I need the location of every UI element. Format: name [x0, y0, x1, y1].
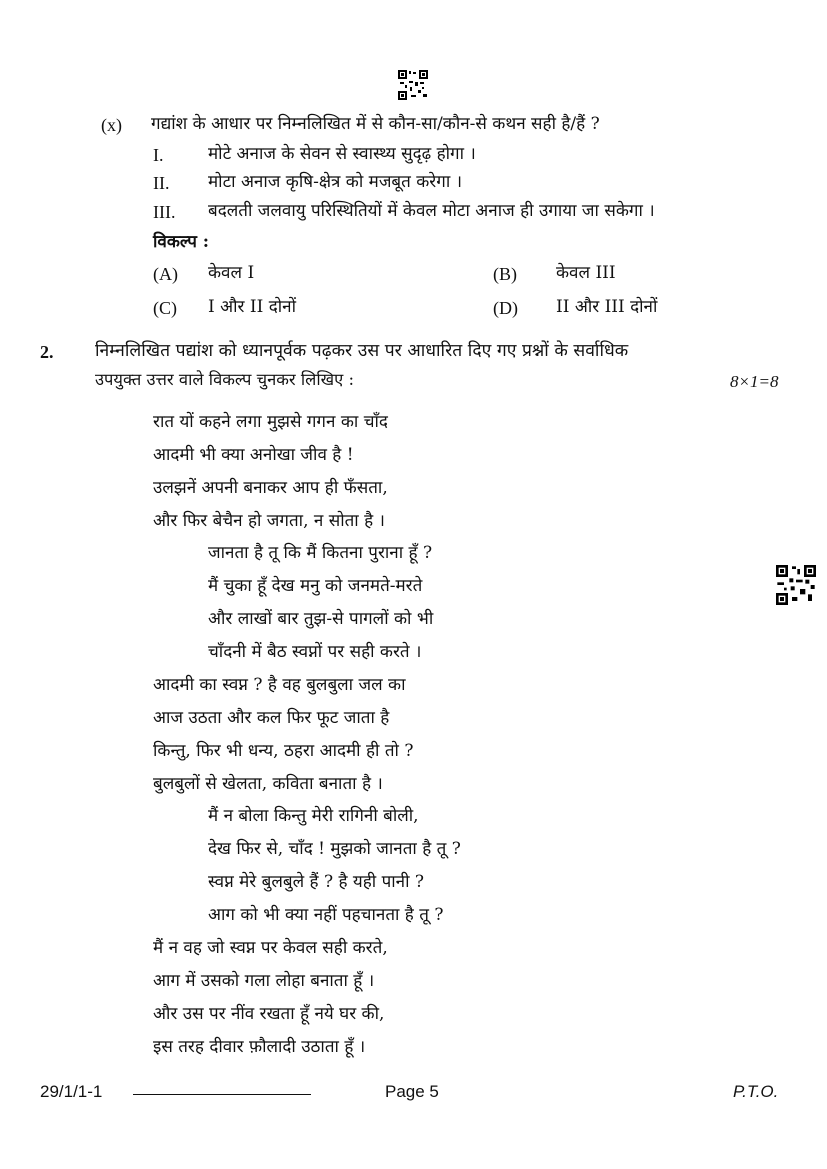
poem-line: आग को भी क्या नहीं पहचानता है तू ?: [208, 905, 444, 925]
option-key: (C): [153, 298, 177, 318]
poem-line: जानता है तू कि मैं कितना पुराना हूँ ?: [208, 543, 433, 563]
poem-line: और फिर बेचैन हो जगता, न सोता है ।: [153, 511, 385, 531]
option-key: (B): [493, 264, 517, 284]
question-number: (x): [101, 115, 122, 135]
poem-line: स्वप्न मेरे बुलबुले हैं ? है यही पानी ?: [208, 872, 425, 892]
poem-line: रात यों कहने लगा मुझसे गगन का चाँद: [153, 412, 388, 432]
statement-number: III.: [153, 202, 176, 222]
poem-line: देख फिर से, चाँद ! मुझको जानता है तू ?: [208, 839, 461, 859]
statement-number: II.: [153, 173, 170, 193]
question-number: 2.: [40, 342, 54, 362]
options-label: विकल्प :: [153, 232, 210, 252]
paper-code: 29/1/1-1: [40, 1082, 103, 1101]
poem-line: आदमी भी क्या अनोखा जीव है !: [153, 445, 354, 465]
poem-line: मैं न वह जो स्वप्न पर केवल सही करते,: [153, 938, 388, 958]
poem-line: उलझनें अपनी बनाकर आप ही फँसता,: [153, 478, 388, 498]
poem-line: आदमी का स्वप्न ? है वह बुलबुला जल का: [153, 675, 406, 695]
page-number: Page 5: [385, 1082, 439, 1101]
pto-label: P.T.O.: [733, 1082, 779, 1101]
poem-line: चाँदनी में बैठ स्वप्नों पर सही करते ।: [208, 642, 422, 662]
option-key: (A): [153, 264, 178, 284]
option-text: केवल I: [208, 263, 255, 283]
poem-line: मैं न बोला किन्तु मेरी रागिनी बोली,: [208, 806, 419, 826]
statement-text: मोटे अनाज के सेवन से स्वास्थ्य सुदृढ़ होगा ।: [208, 144, 476, 164]
top-qr-code: [398, 70, 428, 100]
option-text: II और III दोनों: [556, 297, 658, 317]
footer-divider: [133, 1094, 311, 1095]
question-instruction-line-2: उपयुक्त उत्तर वाले विकल्प चुनकर लिखिए :: [95, 370, 355, 389]
poem-line: मैं चुका हूँ देख मनु को जनमते-मरते: [208, 576, 423, 596]
statement-text: मोटा अनाज कृषि-क्षेत्र को मजबूत करेगा ।: [208, 172, 463, 192]
poem-line: आज उठता और कल फिर फूट जाता है: [153, 708, 390, 728]
option-text: केवल III: [556, 263, 616, 283]
poem-line: इस तरह दीवार फ़ौलादी उठाता हूँ ।: [153, 1037, 366, 1057]
poem-line: और उस पर नींव रखता हूँ नये घर की,: [153, 1004, 385, 1024]
question-stem: गद्यांश के आधार पर निम्नलिखित में से कौन-सा/कौन-से कथन सही है/हैं ?: [151, 114, 600, 134]
side-qr-code: [776, 565, 816, 605]
marks: 8×1=8: [730, 372, 779, 391]
question-instruction-line-1: निम्नलिखित पद्यांश को ध्यानपूर्वक पढ़कर उस पर आधारित दिए गए प्रश्नों के सर्वाधिक: [95, 341, 629, 361]
statement-number: I.: [153, 145, 164, 165]
poem-line: आग में उसको गला लोहा बनाता हूँ ।: [153, 971, 375, 991]
poem-line: किन्तु, फिर भी धन्य, ठहरा आदमी ही तो ?: [153, 741, 414, 761]
statement-text: बदलती जलवायु परिस्थितियों में केवल मोटा अनाज ही उगाया जा सकेगा ।: [208, 201, 655, 221]
poem-line: और लाखों बार तुझ-से पागलों को भी: [208, 609, 434, 629]
option-text: I और II दोनों: [208, 297, 296, 317]
poem-line: बुलबुलों से खेलता, कविता बनाता है ।: [153, 774, 383, 794]
option-key: (D): [493, 298, 518, 318]
